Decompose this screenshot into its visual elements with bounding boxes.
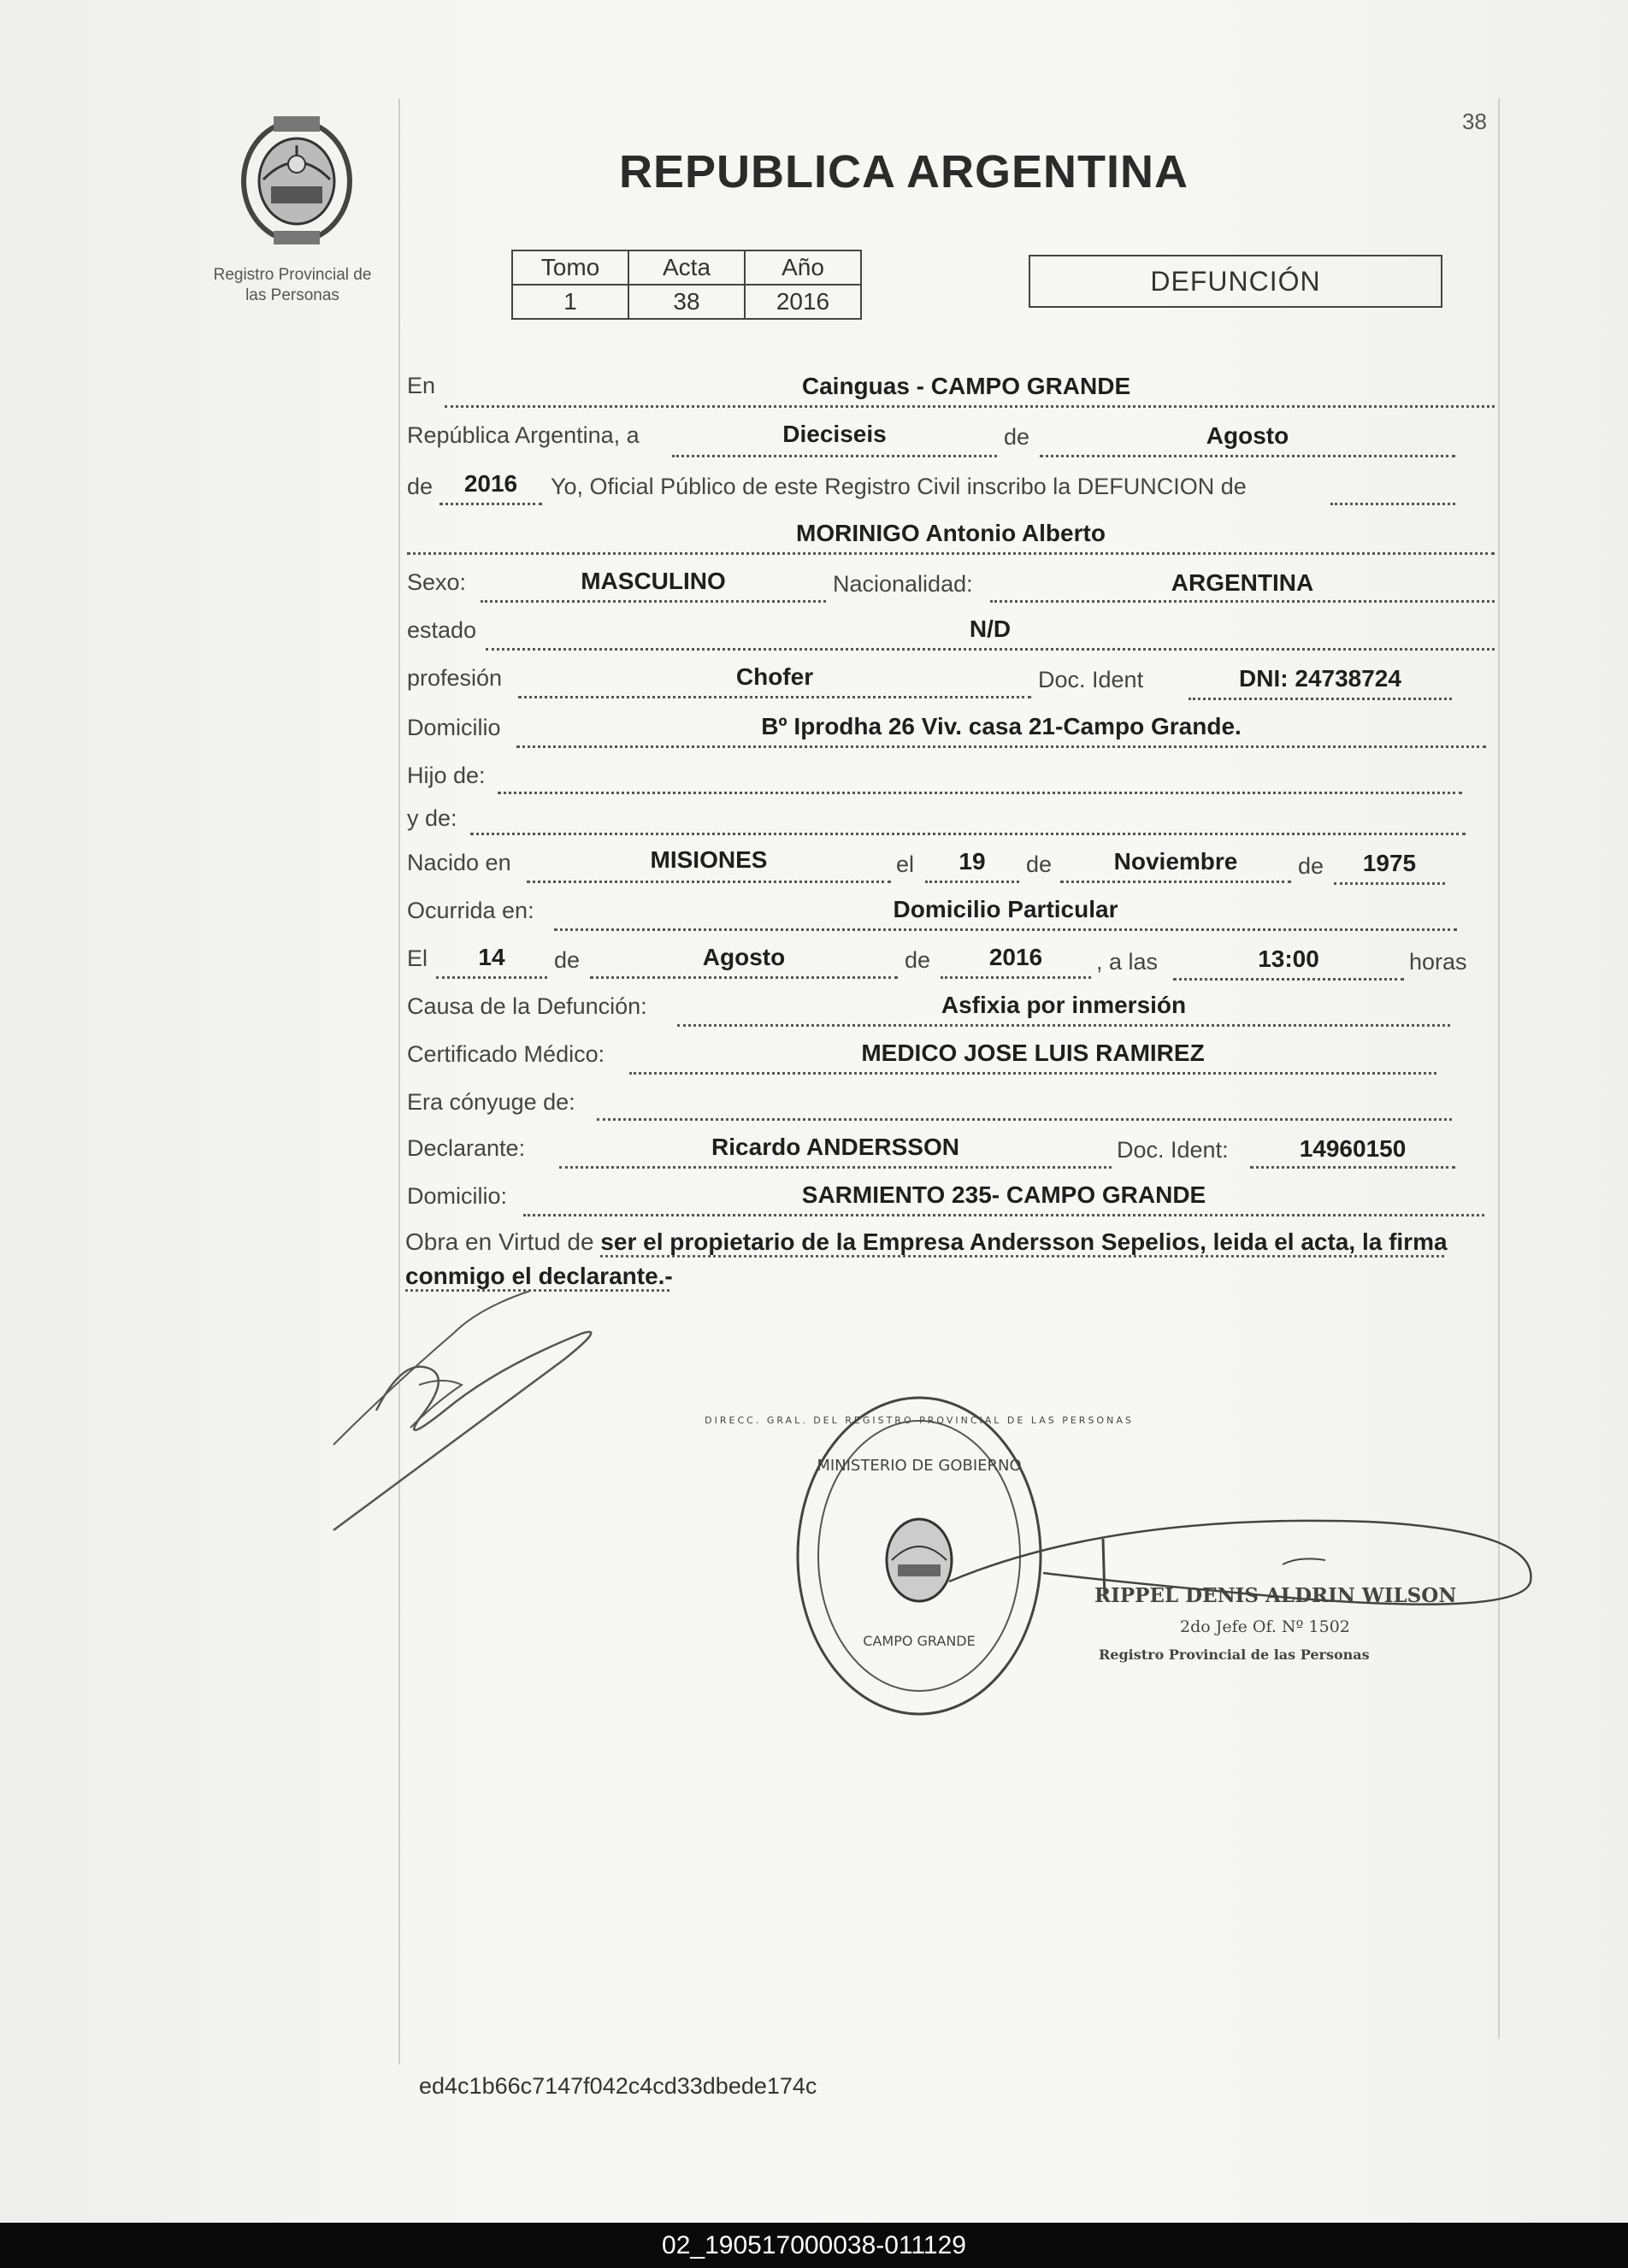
declarante-doc-dots: [1250, 1166, 1455, 1169]
left-margin-line: [398, 98, 400, 2065]
birth-month: Noviembre: [1113, 848, 1238, 875]
death-time-dots: [1173, 978, 1404, 981]
sexo-label: Sexo:: [407, 569, 467, 595]
en-label: En: [407, 373, 436, 398]
causa-label: Causa de la Defunción:: [407, 993, 647, 1019]
official-office: Registro Provincial de las Personas: [1099, 1647, 1370, 1663]
profesion-value: Chofer: [735, 663, 814, 690]
declarante-dots: [559, 1166, 1112, 1169]
doc-ident-dots: [1189, 698, 1452, 700]
stamp-inner-text: MINISTERIO DE GOBIERNO: [817, 1457, 1022, 1475]
birth-day-dots: [925, 881, 1019, 883]
estado-label: estado: [407, 617, 477, 643]
nacionalidad-label: Nacionalidad:: [833, 571, 973, 597]
sexo-dots: [481, 600, 826, 603]
declarante-value: Ricardo ANDERSSON: [711, 1134, 959, 1160]
tomo-header: Tomo: [512, 250, 628, 285]
nacionalidad-value: ARGENTINA: [1171, 569, 1314, 596]
death-year-dots: [941, 976, 1091, 979]
domicilio-dots: [516, 745, 1486, 748]
de-label-3: de: [1026, 851, 1053, 877]
de-label-5: de: [554, 947, 581, 973]
doc-ident-value: DNI: 24738724: [1239, 665, 1401, 692]
record-table: [511, 250, 862, 320]
death-time: 13:00: [1258, 945, 1319, 972]
declarante-label: Declarante:: [407, 1135, 526, 1161]
profesion-dots: [518, 696, 1031, 698]
year-dots: [439, 503, 542, 505]
birth-year: 1975: [1362, 850, 1417, 876]
en-value: Cainguas - CAMPO GRANDE: [801, 373, 1131, 399]
right-margin-line: [1498, 98, 1500, 2039]
day-dots: [672, 455, 997, 457]
certificado-label: Certificado Médico:: [407, 1041, 605, 1067]
tomo-value: 1: [512, 285, 628, 319]
day-value: Dieciseis: [782, 421, 887, 447]
certificado-dots: [629, 1072, 1436, 1075]
name-dots: [407, 552, 1495, 555]
de-label-1: de: [1004, 424, 1030, 450]
declarante-doc: 14960150: [1299, 1135, 1407, 1162]
record-type-box: DEFUNCIÓN: [1029, 255, 1442, 308]
alas-label: , a las: [1096, 949, 1159, 975]
birth-year-dots: [1334, 882, 1445, 885]
oficial-dots: [1330, 503, 1455, 505]
footer-id-bar: 02_190517000038-011129: [0, 2223, 1628, 2268]
doc-ident-label: Doc. Ident: [1038, 667, 1144, 692]
acta-header: Acta: [628, 250, 745, 285]
nacido-dots: [527, 881, 891, 883]
nacido-value: MISIONES: [650, 846, 768, 873]
causa-value: Asfixia por inmersión: [941, 992, 1187, 1018]
hijo-dots: [498, 792, 1462, 794]
nacido-label: Nacido en: [407, 850, 511, 875]
declarante-domicilio-dots: [523, 1214, 1484, 1216]
stamp-bottom-text: CAMPO GRANDE: [863, 1633, 976, 1649]
domicilio-value: Bº Iprodha 26 Viv. casa 21-Campo Grande.: [761, 713, 1242, 739]
domicilio-label: Domicilio: [407, 715, 501, 740]
hijo-label: Hijo de:: [407, 763, 486, 788]
deceased-name: MORINIGO Antonio Alberto: [796, 520, 1106, 546]
acta-value: 38: [628, 285, 745, 319]
certificado-value: MEDICO JOSE LUIS RAMIREZ: [861, 1040, 1205, 1066]
estado-value: N/D: [969, 616, 1012, 642]
declarante-domicilio: SARMIENTO 235- CAMPO GRANDE: [801, 1181, 1206, 1208]
de-label-6: de: [905, 947, 931, 973]
month-value: Agosto: [1206, 422, 1289, 449]
doc-ident-label-2: Doc. Ident:: [1117, 1137, 1229, 1163]
causa-dots: [677, 1024, 1450, 1027]
month-dots: [1040, 455, 1455, 457]
obra-label: Obra en Virtud de: [405, 1228, 594, 1255]
estado-dots: [486, 648, 1495, 651]
document-hash: ed4c1b66c7147f042c4cd33dbede174c: [419, 2073, 817, 2099]
official-role: 2do Jefe Of. Nº 1502: [1180, 1617, 1350, 1636]
anio-header: Año: [745, 250, 861, 285]
obra-value: ser el propietario de la Empresa Andersson Sepelios, leida el acta, la firma conmigo el declarante.-: [405, 1228, 1448, 1289]
domicilio-label-2: Domicilio:: [407, 1183, 508, 1209]
conyuge-dots: [597, 1118, 1452, 1121]
year-value: 2016: [463, 470, 518, 497]
republica-label: República Argentina, a: [407, 422, 640, 448]
en-dots: [445, 405, 1495, 408]
nacionalidad-dots: [990, 600, 1495, 603]
registry-label: [198, 265, 386, 306]
registry-label-line1: Registro Provincial de: [213, 266, 372, 284]
oficial-text: Yo, Oficial Público de este Registro Civil inscribo la DEFUNCION de: [551, 474, 1247, 499]
sexo-value: MASCULINO: [581, 568, 726, 594]
anio-value: 2016: [745, 285, 861, 319]
declarant-signature-icon: [325, 1282, 599, 1539]
profesion-label: profesión: [407, 665, 503, 691]
horas-label: horas: [1409, 949, 1467, 975]
ocurrida-value: Domicilio Particular: [893, 896, 1118, 922]
death-day: 14: [478, 944, 505, 970]
death-year: 2016: [988, 944, 1043, 970]
official-name: RIPPEL DENIS ALDRIN WILSON: [1094, 1584, 1457, 1607]
ocurrida-dots: [554, 928, 1457, 931]
death-month-dots: [590, 976, 898, 979]
death-month: Agosto: [702, 944, 786, 970]
yde-dots: [470, 833, 1466, 835]
page-number: 38: [1462, 109, 1487, 134]
registry-label-line2: las Personas: [245, 286, 339, 304]
ocurrida-label: Ocurrida en:: [407, 898, 534, 923]
stamp-outer-text: DIRECC. GRAL. DEL REGISTRO PROVINCIAL DE LAS PERSONAS: [705, 1415, 1134, 1426]
el-label: el: [896, 851, 915, 877]
el-label-2: El: [407, 945, 428, 971]
death-day-dots: [436, 976, 547, 979]
de-label-2: de: [407, 474, 434, 499]
page-title: REPUBLICA ARGENTINA: [619, 146, 1189, 197]
birth-day: 19: [959, 848, 986, 875]
yde-label: y de:: [407, 805, 457, 831]
conyuge-label: Era cónyuge de:: [407, 1089, 575, 1115]
birth-month-dots: [1060, 881, 1291, 883]
de-label-4: de: [1298, 853, 1324, 879]
